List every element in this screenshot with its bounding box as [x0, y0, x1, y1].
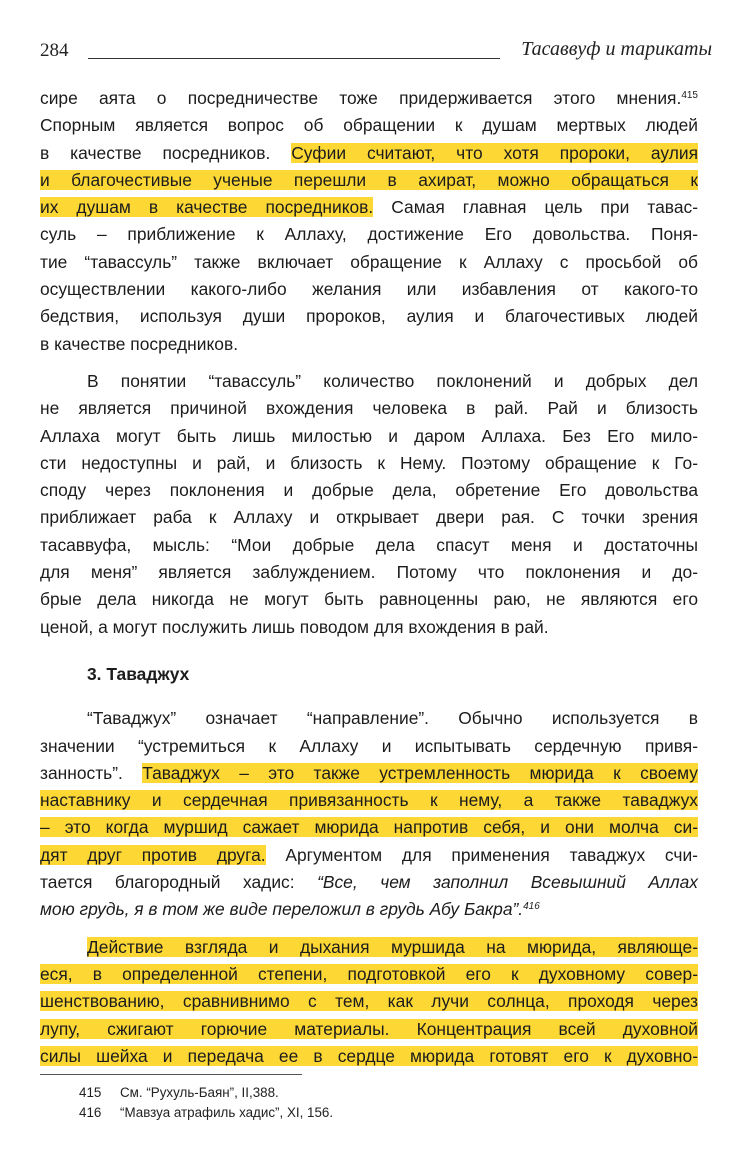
- footnote-text: См. “Рухуль-Баян”, II,388.: [120, 1085, 279, 1100]
- highlighted-text: дят друг против друга.: [40, 844, 266, 865]
- page-body: [40, 85, 698, 1070]
- text-line: сире аята о посредничестве тоже придерживается этого мнения.$^{415}$: [40, 88, 698, 108]
- paragraph-3: [40, 705, 698, 923]
- highlighted-text: шенствованию, сравнивнимо с тем, как лучи солнца, проходя через: [40, 991, 698, 1012]
- text-line: в качестве посредников. Суфии считают, что хотя пророки, аулия: [40, 142, 698, 163]
- text-line: дят друг против друга. Аргументом для применения таваджух счи-: [40, 844, 698, 865]
- text-line: В понятии “тавассуль” количество поклонений и добрых дел: [87, 370, 698, 391]
- text-line: [40, 896, 698, 923]
- page-header: [40, 38, 712, 70]
- text-line: Аллаха могут быть лишь милостью и даром Аллаха. Без Его мило-: [40, 425, 698, 446]
- highlighted-text: лупу, сжигают горючие материалы. Концентрация всей духовной: [40, 1018, 698, 1039]
- hadith-quote: “Все, чем заполнил Всевышний Аллах: [317, 872, 698, 893]
- highlighted-text: еся, в определенной степени, подготовкой его к духовному совер-: [40, 963, 698, 984]
- text-line: [40, 934, 698, 961]
- text-line: [40, 961, 698, 988]
- highlighted-text: Действие взгляда и дыхания муршида на мюрида, являюще-: [87, 936, 698, 957]
- text-line: [40, 1043, 698, 1070]
- footnote-rule: [40, 1074, 302, 1075]
- text-line: тается благородный хадис: “Все, чем заполнил Всевышний Аллах: [40, 872, 698, 893]
- paragraph-2: [40, 368, 698, 641]
- footnote-text: “Мавзуа атрафиль хадис”, XI, 156.: [120, 1105, 334, 1120]
- header-rule: [88, 58, 500, 59]
- highlighted-text: – это когда муршид сажает мюрида напротив себя, и они молча си-: [40, 817, 698, 838]
- highlighted-text: Таваджух – это также устремленность мюрида к своему: [142, 762, 698, 783]
- text-line: Спорным является вопрос об обращении к душам мертвых людей: [40, 115, 698, 136]
- highlighted-text: и благочестивые ученые перешли в ахират, можно обращаться к: [40, 169, 698, 190]
- text-line: суль – приближение к Аллаху, достижение Его довольства. Поня-: [40, 224, 698, 245]
- text-line: не является причиной вхождения человека в рай. Рай и близость: [40, 398, 698, 419]
- text-line: осуществлении какого-либо желания или избавления от какого-то: [40, 279, 698, 300]
- highlighted-text: их душам в качестве посредников.: [40, 197, 374, 218]
- paragraph-1: [40, 85, 698, 358]
- hadith-quote: мою грудь, я в том же виде переложил в грудь Абу Бакра”.: [40, 899, 524, 920]
- text-line: [40, 787, 698, 814]
- text-line: в качестве посредников.: [40, 333, 239, 354]
- page-number: 284: [40, 40, 69, 61]
- text-line: значении “устремиться к Аллаху и испытывать сердечную привя-: [40, 735, 698, 756]
- footnote-number: 416: [79, 1105, 102, 1120]
- text-line: тасаввуфа, мысль: “Мои добрые дела спасут меня и достаточны: [40, 534, 698, 555]
- text-line: брые дела никогда не могут быть равноценны раю, не являются его: [40, 589, 698, 610]
- text-line: приближает раба к Аллаху и открывает двери рая. С точки зрения: [40, 507, 698, 528]
- text-line: для меня” является заблуждением. Потому что поклонения и до-: [40, 562, 698, 583]
- footnotes: [79, 1083, 333, 1123]
- highlighted-text: наставнику и сердечная привязанность к нему, а также таваджух: [40, 790, 698, 811]
- footnote-ref-416[interactable]: 416: [523, 901, 540, 913]
- footnote-415: [79, 1083, 333, 1103]
- text-line: [40, 988, 698, 1015]
- highlighted-text: Суфии считают, что хотя пророки, аулия: [291, 142, 698, 163]
- text-line: [40, 167, 698, 194]
- highlighted-text: силы шейха и передача ее в сердце мюрида готовят его к духовно-: [40, 1045, 698, 1066]
- footnote-number: 415: [79, 1085, 102, 1100]
- text-line: споду через поклонения и добрые дела, обретение Его довольства: [40, 480, 698, 501]
- footnote-416: [79, 1103, 333, 1123]
- text-line: ценой, а могут послужить лишь поводом для вхождения в рай.: [40, 616, 549, 637]
- text-line: “Таваджух” означает “направление”. Обычно используется в: [87, 708, 698, 729]
- footnote-ref-415[interactable]: 415: [681, 90, 698, 101]
- running-title: Тасаввуф и тарикаты: [521, 38, 712, 60]
- text-line: [40, 1016, 698, 1043]
- text-line: бедствия, используя души пророков, аулия и благочестивых людей: [40, 306, 698, 327]
- text-line: занность”. Таваджух – это также устремленность мюрида к своему: [40, 762, 698, 783]
- paragraph-4: [40, 934, 698, 1070]
- text-line: тие “тавассуль” также включает обращение к Аллаху с просьбой об: [40, 251, 698, 272]
- text-line: сти недоступны и рай, и близость к Нему. Поэтому обращение к Го-: [40, 452, 698, 473]
- text-line: их душам в качестве посредников. Самая главная цель при тавас-: [40, 197, 698, 218]
- text-line: [40, 814, 698, 841]
- section-heading: 3. Таваджух: [87, 663, 190, 684]
